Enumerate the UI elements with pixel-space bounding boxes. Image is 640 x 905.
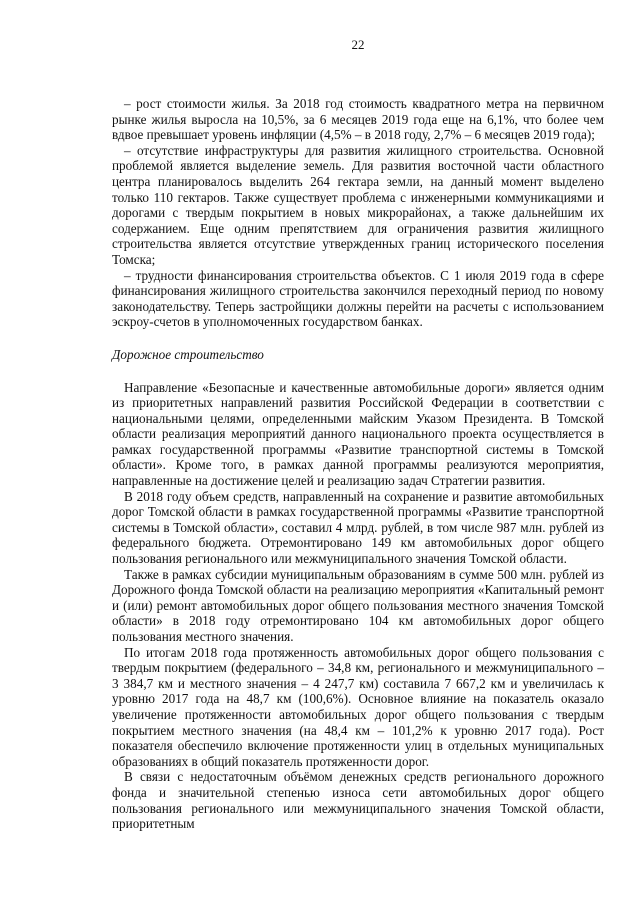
- paragraph: В 2018 году объем средств, направленный на сохранение и развитие автомобильных дорог Томской области в рамках государственной программы «Развитие транспортной системы в Томской области», составил 4 млрд. рублей, в том числе 987 млн. рублей из федерального бюджета. Отремонтировано 149 км автомобильных дорог общего пользования регионального или межмуниципального значения Томской области.: [112, 488, 604, 567]
- list-item-infrastructure: – отсутствие инфраструктуры для развития жилищного строительства. Основной проблемой является выделение земель. Для развития восточной части областного центра планировалось выделить 264 гектара земли, на данный момент выделено только 110 гектаров. Также существует проблема с инженерными коммуникациями и дорогами с твердым покрытием в новых микрорайонах, а также дальнейшим их содержанием. Еще одним препятствием для ограничения развития жилищного строительства является отсутствие утвержденных границ исторического поселения Томска;: [112, 142, 604, 267]
- section-heading: Дорожное строительство: [112, 346, 264, 362]
- paragraph: Направление «Безопасные и качественные автомобильные дороги» является одним из приоритетных направлений развития Российской Федерации в соответствии с национальными целями, определенными майским Указом Президента. В Томской области реализация мероприятий данного национального проекта осуществляется в рамках государственной программы «Развитие транспортной системы в Томской области». Кроме того, в рамках данной программы реализуются мероприятия, направленные на достижение целей и реализацию задач Стратегии развития.: [112, 379, 604, 489]
- paragraph: В связи с недостаточным объёмом денежных средств регионального дорожного фонда и значительной степенью износа сети автомобильных дорог общего пользования регионального или межмуниципального значения Томской области, приоритетным: [112, 769, 604, 832]
- list-item-financing: – трудности финансирования строительства объектов. С 1 июля 2019 года в сфере финансирования жилищного строительства закончился переходный период по новому законодательству. Теперь застройщики должны перейти на расчеты с использованием эскроу-счетов в уполномоченных государством банках.: [112, 267, 604, 330]
- paragraph: Также в рамках субсидии муниципальным образованиям в сумме 500 млн. рублей из Дорожного фонда Томской области на реализацию мероприятия «Капитальный ремонт и (или) ремонт автомобильных дорог общего пользования местного значения Томской области» в 2018 году отремонтировано 104 км автомобильных дорог общего пользования местного значения.: [112, 566, 604, 644]
- list-item-housing-cost: – рост стоимости жилья. За 2018 год стоимость квадратного метра на первичном рынке жилья выросла на 10,5%, за 6 месяцев 2019 года еще на 6,1%, что более чем вдвое превышает уровень инфляции (4,5% – в 2018 году, 2,7% – 6 месяцев 2019 года);: [112, 96, 604, 143]
- page-number: 22: [351, 37, 365, 52]
- paragraph: По итогам 2018 года протяженность автомобильных дорог общего пользования с твердым покрытием (федерального – 34,8 км, регионального и межмуниципального – 3 384,7 км и местного значения – 4 247,7 км) составила 7 667,2 км и увеличилась к уровню 2017 года на 48,7 км (100,6%). Основное влияние на показатель оказало увеличение протяженности автомобильных дорог общего пользования с твердым покрытием местного значения (на 48,4 км – 101,2% к уровню 2017 года). Рост показателя обеспечило включение протяженности улиц в отдельных муниципальных образованиях в общий показатель протяженности дорог.: [112, 644, 604, 769]
